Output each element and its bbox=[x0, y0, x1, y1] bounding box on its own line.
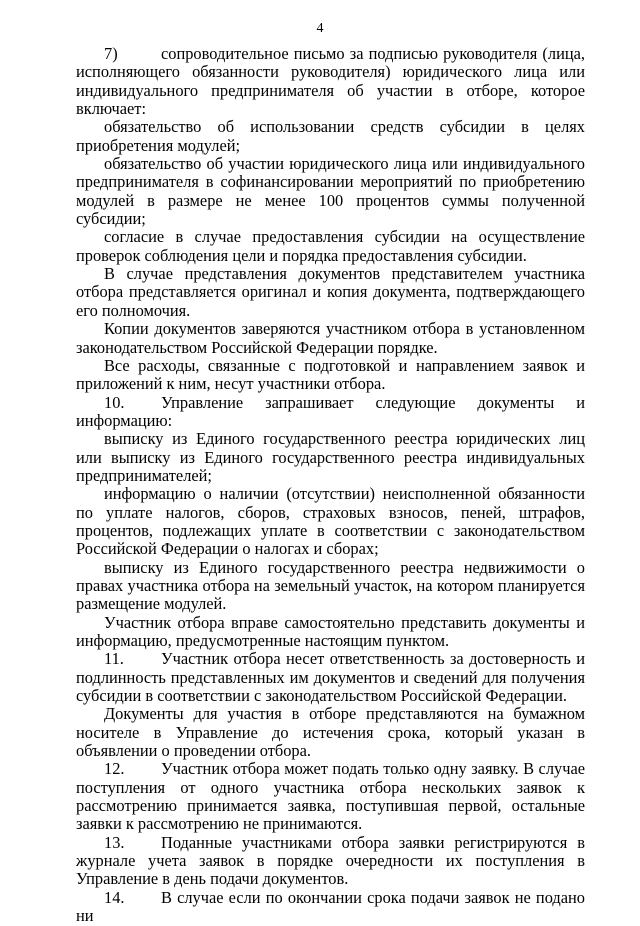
paragraph bbox=[76, 155, 585, 228]
paragraph-item-7 bbox=[76, 45, 585, 118]
paragraph-number: 11. bbox=[104, 649, 124, 669]
paragraph-number: 14. bbox=[104, 887, 125, 907]
paragraph-item-13 bbox=[76, 834, 585, 889]
paragraph-text: Поданные участниками отбора заявки регистрируются в журнале учета заявок в порядке очередности их поступления в Управление в день подачи документов. bbox=[76, 832, 585, 889]
paragraph-number: 13. bbox=[104, 832, 125, 852]
paragraph-text: выписку из Единого государственного реестра недвижимости о правах участника отбора на земельный участок, на котором планируется размещение модулей. bbox=[76, 557, 585, 614]
document-body bbox=[76, 45, 585, 926]
paragraph-number: 12. bbox=[104, 759, 125, 779]
paragraph-text: Участник отбора может подать только одну заявку. В случае поступления от одного участника отбора нескольких заявок к рассмотрению принимается заявка, поступившая первой, остальные заявки к рассмотрению не принимаются. bbox=[76, 759, 585, 834]
paragraph-item-14 bbox=[76, 889, 585, 926]
paragraph-number: 10. bbox=[104, 392, 125, 412]
paragraph-text: Управление запрашивает следующие документы и информацию: bbox=[76, 392, 585, 430]
paragraph-text: Копии документов заверяются участником отбора в установленном законодательством Российской Федерации порядке. bbox=[76, 319, 585, 357]
paragraph bbox=[76, 614, 585, 651]
paragraph bbox=[76, 118, 585, 155]
paragraph-text: Все расходы, связанные с подготовкой и направлением заявок и приложений к ним, несут участники отбора. bbox=[76, 355, 585, 394]
paragraph-text: В случае если по окончании срока подачи заявок не подано ни bbox=[76, 887, 585, 926]
paragraph-number: 7) bbox=[104, 44, 118, 63]
paragraph-text: выписку из Единого государственного реестра юридических лиц или выписку из Единого государственного реестра индивидуальных предпринимателей; bbox=[76, 429, 585, 485]
paragraph bbox=[76, 320, 585, 357]
paragraph bbox=[76, 705, 585, 760]
paragraph bbox=[76, 430, 585, 485]
paragraph-text: Участник отбора вправе самостоятельно представить документы и информацию, предусмотренные настоящим пунктом. bbox=[76, 612, 585, 650]
paragraph bbox=[76, 559, 585, 614]
page-number: 4 bbox=[316, 21, 324, 36]
paragraph-text: обязательство об использовании средств субсидии в целях приобретения модулей; bbox=[76, 117, 585, 155]
paragraph-item-12 bbox=[76, 760, 585, 833]
paragraph-text: Документы для участия в отборе представляются на бумажном носителе в Управление до истечения срока, который указан в объявлении о проведении отбора. bbox=[76, 704, 585, 761]
paragraph-text: В случае представления документов представителем участника отбора представляется оригинал и копия документа, подтверждающего его полномочия. bbox=[76, 264, 585, 320]
paragraph-text: согласие в случае предоставления субсидии на осуществление проверок соблюдения цели и порядка предоставления субсидии. bbox=[76, 227, 585, 265]
paragraph-item-11 bbox=[76, 650, 585, 705]
paragraph-text: Участник отбора несет ответственность за достоверность и подлинность представленных им документов и сведений для получения субсидии в соответствии с законодательством Российской Федерации. bbox=[76, 649, 585, 706]
paragraph bbox=[76, 485, 585, 558]
paragraph bbox=[76, 357, 585, 394]
paragraph-text: информацию о наличии (отсутствии) неисполненной обязанности по уплате налогов, сборов, страховых взносов, пеней, штрафов, процентов, подлежащих уплате в соответствии с законодательством Российской Федерации о налогах и сборах; bbox=[76, 484, 585, 559]
paragraph-item-10 bbox=[76, 394, 585, 431]
paragraph-text: сопроводительное письмо за подписью руководителя (лица, исполняющего обязанности руководителя) юридического лица или индивидуального предпринимателя об участии в отборе, которое включает: bbox=[76, 44, 585, 119]
paragraph bbox=[76, 265, 585, 320]
paragraph bbox=[76, 228, 585, 265]
paragraph-text: обязательство об участии юридического лица или индивидуального предпринимателя в софинансировании мероприятий по приобретению модулей в размере не менее 100 процентов суммы полученной субсидии; bbox=[76, 154, 585, 229]
